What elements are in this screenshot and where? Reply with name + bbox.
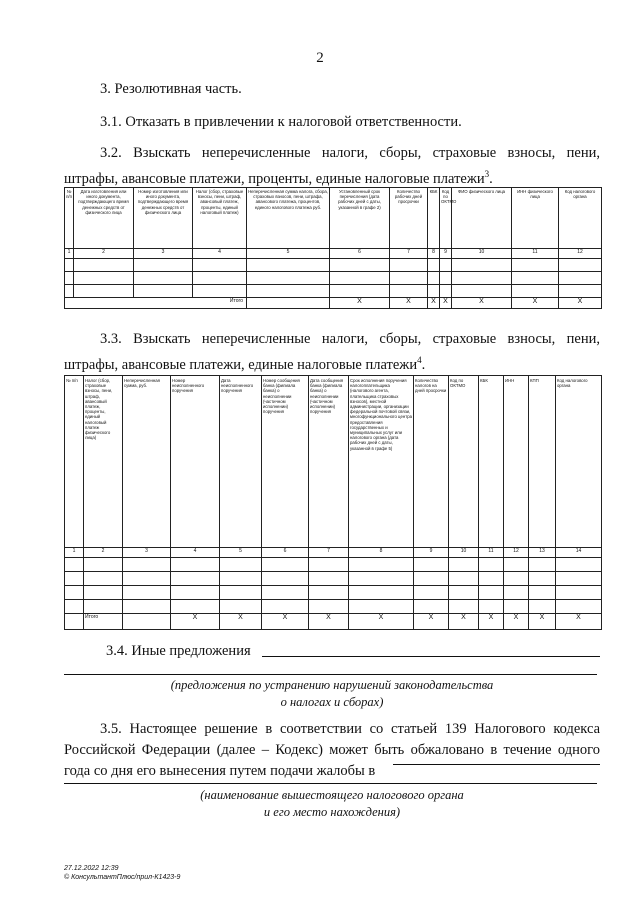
x-mark: X xyxy=(529,614,556,630)
column-number: 8 xyxy=(428,249,440,259)
column-number: 1 xyxy=(65,249,74,259)
table-header-cell: Дата изготовления или иного документа, подтверждающего время денежных средств от физического лица xyxy=(74,188,134,249)
table-header-cell: Количество налогов на дней просрочки xyxy=(414,376,449,548)
footer-stamp: 27.12.2022 12:39 © КонсультантПлюс/прил-К1423-9 xyxy=(64,865,181,881)
column-number: 7 xyxy=(309,548,349,558)
table-header-cell: Налог (сбор, страховые взносы, пени, штраф, авансовый платеж, проценты, единый налоговый платеж) xyxy=(193,188,247,249)
table-header-cell: ФИО физического лица xyxy=(452,188,512,249)
table-header-cell: Номер изготовления или иного документа, подтверждающего время денежных средств от физического лица xyxy=(134,188,193,249)
footnote-ref: 3 xyxy=(484,169,490,179)
table-row xyxy=(65,600,602,614)
x-mark: X xyxy=(479,614,504,630)
table-header-cell: Код налогового органа xyxy=(559,188,602,249)
x-mark: X xyxy=(449,614,479,630)
table-header-cell: Код по ОКТМО xyxy=(449,376,479,548)
x-mark: X xyxy=(262,614,309,630)
table-header-cell: Номер неисполненного поручения xyxy=(171,376,220,548)
paragraph-3-2: 3.2. Взыскать неперечисленные налоги, сборы, страховые взносы, пени, штрафы, авансовые платежи, проценты, единые налоговые платежи$^3$. xyxy=(64,145,600,187)
table-number-row xyxy=(65,249,602,259)
table-header-cell: Налог (сбор, страховые взносы, пени, штраф, авансовый платеж, проценты, единый налоговый платеж физического лица) xyxy=(84,376,123,548)
column-number: 11 xyxy=(512,249,559,259)
paragraph-3-5: 3.5. Настоящее решение в соответствии со статьей 139 Налогового кодекса Российской Федерации (далее – Кодекс) может быть обжаловано в течение одного года со дня его вынесения путем подачи жалобы в xyxy=(64,721,600,779)
column-number: 12 xyxy=(504,548,529,558)
column-number: 5 xyxy=(247,249,330,259)
table-header-cell: Дата сообщения банка (филиала банка) о неисполнении (частичном исполнении) поручения xyxy=(309,376,349,548)
column-number: 11 xyxy=(479,548,504,558)
table-row xyxy=(65,586,602,600)
column-number: 13 xyxy=(529,548,556,558)
column-number: 10 xyxy=(449,548,479,558)
column-number: 3 xyxy=(123,548,171,558)
table-row xyxy=(65,572,602,586)
table-row xyxy=(65,558,602,572)
table-header-cell: Код налогового органа xyxy=(556,376,602,548)
x-mark: X xyxy=(330,298,390,309)
x-mark: X xyxy=(309,614,349,630)
table-header-cell: Установленный срок перечисления (дата рабочих дней с даты, указанной в графе 2) xyxy=(330,188,390,249)
column-number: 3 xyxy=(134,249,193,259)
table-row xyxy=(65,272,602,285)
table-header-cell: № п/п xyxy=(65,188,74,249)
section-title: 3. Резолютивная часть. xyxy=(100,81,242,97)
table-total-row xyxy=(65,614,602,630)
table-header-cell: КПП xyxy=(529,376,556,548)
appeal-authority-line xyxy=(393,764,600,765)
footnote-ref: 4 xyxy=(417,355,422,365)
table-header-cell: КБК xyxy=(479,376,504,548)
table-header-row xyxy=(65,188,602,249)
x-mark: X xyxy=(512,298,559,309)
x-mark: X xyxy=(559,298,602,309)
proposals-line xyxy=(262,656,600,657)
x-mark: X xyxy=(504,614,529,630)
caption-proposals: (предложения по устранению нарушений законодательства о налогах и сборах) xyxy=(170,678,494,709)
total-label: Итого xyxy=(65,298,247,309)
column-number: 9 xyxy=(414,548,449,558)
x-mark: X xyxy=(390,298,428,309)
column-number: 1 xyxy=(65,548,84,558)
table-header-cell: Неперечисленная сумма, руб. xyxy=(123,376,171,548)
column-number: 14 xyxy=(556,548,602,558)
table-header-cell: ИНН xyxy=(504,376,529,548)
table-header-cell: Код по ОКТМО xyxy=(440,188,452,249)
table-header-cell: Срок исполнения поручения налогоплательщика (налогового агента, плательщика страховых взносов), местной администрации, организации федеральной почтовой связи, многофункционального центра предоставления государственных и муниципальных услуг или налогового органа (дата рабочих дней с даты, указанной в графе 5) xyxy=(349,376,414,548)
paragraph-3-4: 3.4. Иные предложения xyxy=(106,643,251,659)
page-number: 2 xyxy=(316,50,324,66)
table-unexecuted-orders xyxy=(64,375,602,630)
table-header-cell: Дата неисполненного поручения xyxy=(220,376,262,548)
table-total-row xyxy=(65,298,602,309)
column-number: 2 xyxy=(74,249,134,259)
column-number: 6 xyxy=(262,548,309,558)
table-number-row xyxy=(65,548,602,558)
caption-appeal-authority: (наименование вышестоящего налогового органа и его место нахождения) xyxy=(200,788,464,819)
x-mark: X xyxy=(220,614,262,630)
table-header-cell: № п/п xyxy=(65,376,84,548)
column-number: 7 xyxy=(390,249,428,259)
table-withheld-taxes xyxy=(64,187,602,309)
x-mark: X xyxy=(440,298,452,309)
column-number: 10 xyxy=(452,249,512,259)
paragraph-3-3: 3.3. Взыскать неперечисленные налоги, сборы, страховые взносы, пени, штрафы, авансовые платежи, единые налоговые платежи$^4$. xyxy=(64,331,600,373)
column-number: 4 xyxy=(193,249,247,259)
table-header-row xyxy=(65,376,602,548)
x-mark: X xyxy=(556,614,602,630)
table-header-cell: ИНН физического лица xyxy=(512,188,559,249)
table-header-cell: Номер сообщения банка (филиала банка) о неисполнении (частичном исполнении) поручения xyxy=(262,376,309,548)
paragraph-3-1: 3.1. Отказать в привлечении к налоговой ответственности. xyxy=(100,114,462,130)
column-number: 8 xyxy=(349,548,414,558)
column-number: 6 xyxy=(330,249,390,259)
x-mark: X xyxy=(452,298,512,309)
proposals-line-2 xyxy=(64,674,597,675)
appeal-authority-line-2 xyxy=(64,783,597,784)
column-number: 5 xyxy=(220,548,262,558)
x-mark: X xyxy=(414,614,449,630)
x-mark: X xyxy=(349,614,414,630)
column-number: 9 xyxy=(440,249,452,259)
table-header-cell: КБК xyxy=(428,188,440,249)
column-number: 4 xyxy=(171,548,220,558)
column-number: 2 xyxy=(84,548,123,558)
table-header-cell: Неперечисленная сумма налога, сбора, страховых взносов, пени, штрафа, авансового платежа, процентов, единого налогового платежа руб. xyxy=(247,188,330,249)
x-mark: X xyxy=(171,614,220,630)
x-mark: X xyxy=(428,298,440,309)
column-number: 12 xyxy=(559,249,602,259)
table-header-cell: Количество рабочих дней просрочки xyxy=(390,188,428,249)
table-row xyxy=(65,285,602,298)
table-row xyxy=(65,259,602,272)
total-label: Итого xyxy=(84,614,123,630)
